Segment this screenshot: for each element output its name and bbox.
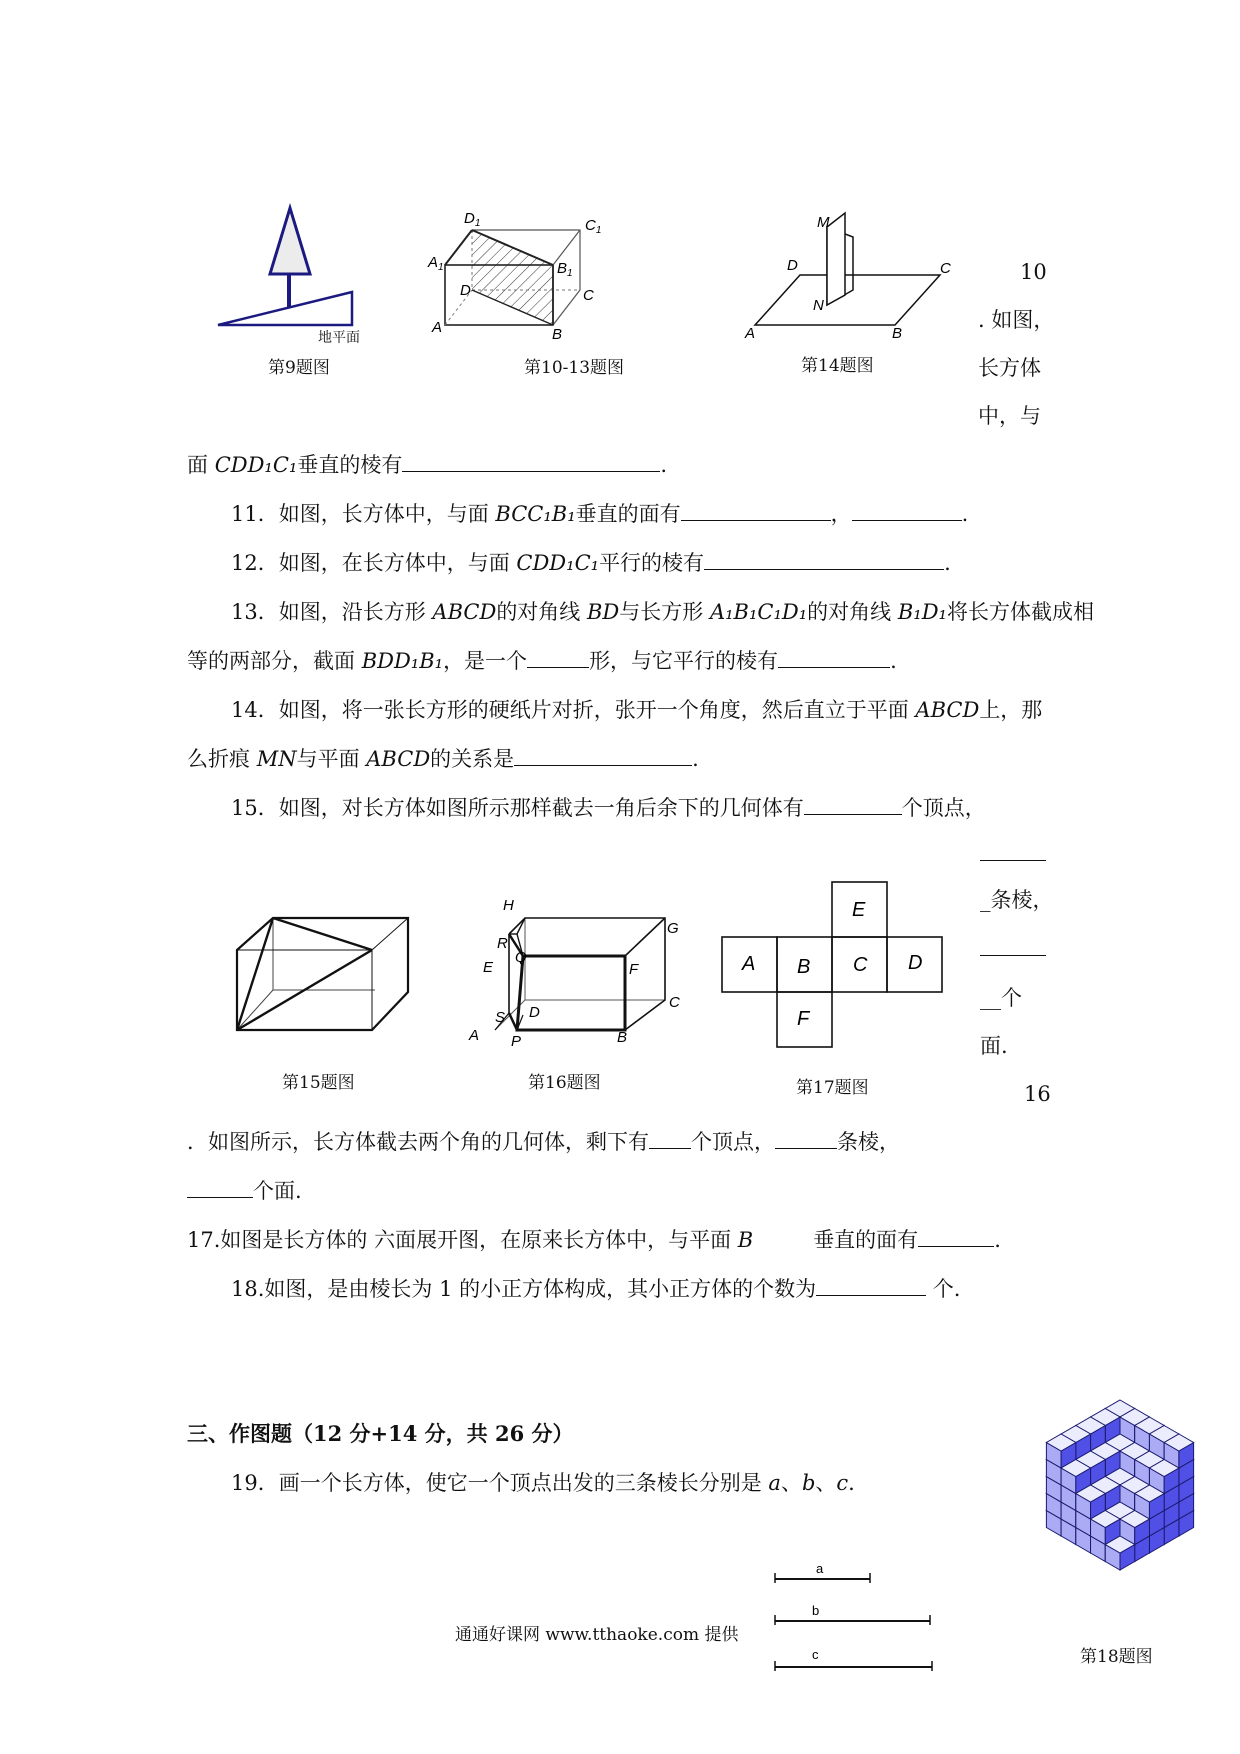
svg-text:A: A (432, 319, 443, 336)
q15-side-3: 面. (980, 1034, 1008, 1058)
q17: 17.如图是长方体的 六面展开图，在原来长方体中，与平面 B 垂直的面有 . (187, 1228, 1001, 1252)
figure-9 (210, 200, 390, 360)
svg-text:H: H (503, 897, 514, 914)
q14-line2: 么折痕 MN与平面 ABCD的关系是 . (187, 747, 699, 771)
q18: 18.如图，是由棱长为 1 的小正方体构成，其小正方体的个数为 个. (231, 1277, 961, 1301)
q14-line1: 14．如图，将一张长方形的硬纸片对折，张开一个角度，然后直立于平面 ABCD上，那 (231, 698, 1043, 722)
q16: ．如图所示，长方体截去两个角的几何体，剩下有 个顶点， 条棱， (187, 1130, 900, 1154)
svg-text:b: b (812, 1603, 820, 1618)
fig18-caption: 第18题图 (1080, 1647, 1153, 1667)
svg-text:E: E (852, 899, 866, 921)
svg-text:A: A (469, 1027, 480, 1044)
svg-text:D: D (908, 952, 923, 974)
svg-text:E: E (483, 959, 494, 976)
q13-line2: 等的两部分，截面 BDD₁B₁，是一个 形，与它平行的棱有 . (187, 649, 897, 673)
svg-text:c: c (812, 1647, 819, 1662)
svg-text:D: D (787, 257, 798, 274)
svg-text:P: P (511, 1033, 522, 1050)
svg-text:M: M (817, 214, 830, 231)
figure-18 (1015, 1390, 1225, 1640)
svg-text:C: C (669, 994, 680, 1011)
fig15-caption: 第15题图 (282, 1073, 355, 1093)
q11: 11．如图，长方体中，与面 BCC₁B₁垂直的面有 ， . (231, 502, 969, 526)
fig17-caption: 第17题图 (796, 1078, 869, 1098)
figure-10-13 (420, 205, 620, 355)
footer: 通通好课网 www.tthaoke.com 提供 (455, 1625, 739, 1645)
svg-text:C: C (583, 287, 594, 304)
svg-text:F: F (797, 1008, 810, 1030)
figure-14 (745, 205, 955, 355)
tree-triangle (270, 208, 310, 274)
svg-text:D: D (460, 282, 471, 299)
figure-16 (465, 890, 695, 1050)
fig14-caption: 第14题图 (801, 356, 874, 376)
q10-side-3: 中，与 (978, 404, 1041, 428)
q10-number: 10 (1020, 260, 1047, 284)
svg-text:B1: $B_1$ (557, 260, 573, 279)
svg-text:A: A (742, 953, 756, 975)
q15-side-2: __个 (980, 986, 1022, 1010)
svg-text:B: B (797, 956, 811, 978)
q15: 15．如图，对长方体如图所示那样截去一角后余下的几何体有 个顶点， (231, 796, 986, 820)
q15-side-blank-1 (980, 860, 1046, 861)
svg-text:N: N (813, 297, 824, 314)
q10-side-1: . 如图， (978, 308, 1055, 332)
ground-label: 地平面 (318, 329, 360, 345)
fig10-caption: 第10-13题图 (524, 358, 625, 378)
svg-text:B: B (552, 326, 563, 343)
svg-text:A1: $A_1$ (428, 254, 444, 273)
svg-text:S: S (495, 1009, 506, 1026)
svg-text:C: C (853, 954, 868, 976)
q15-side-1: _条棱， (980, 888, 1054, 912)
svg-text:G: G (667, 920, 679, 937)
q10-side-2: 长方体 (978, 356, 1041, 380)
q16-cont: 个面. (187, 1177, 302, 1205)
svg-text:D: D (529, 1004, 540, 1021)
svg-text:D1: $D_1$ (464, 210, 481, 229)
svg-text:F: F (629, 961, 639, 978)
fig9-caption: 第9题图 (268, 358, 330, 378)
svg-text:R: R (497, 935, 508, 952)
svg-text:B: B (892, 325, 903, 342)
q15-side-blank-2 (980, 955, 1046, 956)
svg-text:B: B (617, 1029, 628, 1046)
slope-triangle (218, 292, 352, 325)
svg-text:a: a (816, 1561, 824, 1576)
q13-line1: 13．如图，沿长方形 ABCD的对角线 BD与长方形 A₁B₁C₁D₁的对角线 B₁D₁将长方体截成相 (231, 600, 1094, 624)
figure-17 (720, 880, 950, 1050)
q16-number: 16 (1024, 1082, 1051, 1106)
q10-continuation: 面 CDD₁C₁垂直的棱有 . (187, 453, 668, 477)
segments-abc (770, 1555, 950, 1675)
section-3-title: 三、作图题（12 分+14 分，共 26 分） (187, 1421, 574, 1446)
svg-text:Q: Q (515, 949, 527, 966)
q12: 12．如图，在长方体中，与面 CDD₁C₁平行的棱有 . (231, 551, 951, 575)
svg-text:C1: $C_1$ (585, 217, 602, 236)
svg-text:A: A (745, 325, 756, 342)
q19: 19．画一个长方体，使它一个顶点出发的三条棱长分别是 a、b、c. (231, 1471, 855, 1495)
svg-text:C: C (940, 260, 951, 277)
figure-15 (235, 910, 415, 1040)
fig16-caption: 第16题图 (528, 1073, 601, 1093)
